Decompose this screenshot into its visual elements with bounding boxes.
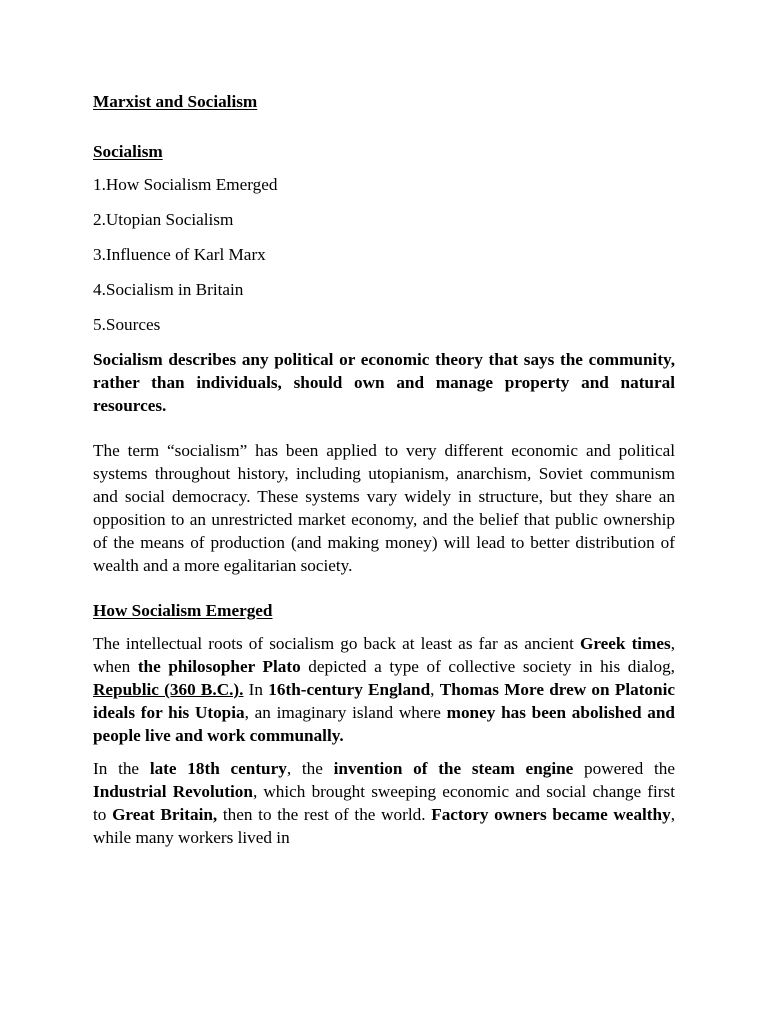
bold-run: Factory owners became wealthy bbox=[431, 805, 671, 824]
text-run: then to the rest of the world. bbox=[217, 805, 432, 824]
toc-item: 4.Socialism in Britain bbox=[93, 280, 244, 299]
text-run: , an imaginary island where bbox=[244, 703, 447, 722]
toc-item: 3.Influence of Karl Marx bbox=[93, 245, 266, 264]
bold-run: 16th-century England bbox=[268, 680, 431, 699]
body-paragraph bbox=[93, 757, 675, 849]
lead-paragraph: Socialism describes any political or economic theory that says the community, rather than individuals, should own and manage property and natural resources. bbox=[93, 350, 675, 415]
document-page bbox=[93, 90, 675, 859]
text-run: powered the bbox=[573, 759, 675, 778]
text-run: , which brought sweeping economic and social change first to bbox=[93, 782, 675, 824]
body-paragraph bbox=[93, 632, 675, 747]
bold-run: invention of the steam engine bbox=[333, 759, 574, 778]
toc-heading: Socialism bbox=[93, 142, 163, 161]
document-title: Marxist and Socialism bbox=[93, 92, 258, 111]
section-heading: How Socialism Emerged bbox=[93, 601, 273, 620]
bold-run: Thomas More drew on Platonic ideals for his Utopia bbox=[93, 680, 675, 722]
text-run: , while many workers lived in bbox=[93, 805, 675, 847]
text-run: , when bbox=[93, 634, 675, 676]
text-run: In bbox=[243, 680, 269, 699]
text-run: depicted a type of collective society in his dialog, bbox=[300, 657, 675, 676]
bold-run: Industrial Revolution bbox=[93, 782, 253, 801]
bold-run: money has been abolished and people live and work communally. bbox=[93, 703, 675, 745]
bold-run: late 18th century bbox=[149, 759, 287, 778]
intro-paragraph: The term “socialism” has been applied to very different economic and political systems throughout history, including utopianism, anarchism, Soviet communism and social democracy. These systems vary widely in structure, but they share an opposition to an unrestricted market economy, and the belief that public ownership of the means of production (and making money) will lead to better distribution of wealth and a more egalitarian society. bbox=[93, 441, 675, 575]
bold-run: the philosopher Plato bbox=[137, 657, 301, 676]
toc-item: 1.How Socialism Emerged bbox=[93, 175, 278, 194]
bold-run: Greek times bbox=[579, 634, 671, 653]
text-run: The intellectual roots of socialism go back at least as far as ancient bbox=[93, 634, 580, 653]
bold-run: Great Britain, bbox=[112, 805, 218, 824]
bold-underlined-run: Republic (360 B.C.). bbox=[93, 680, 244, 699]
text-run: , bbox=[430, 680, 440, 699]
toc-item: 5.Sources bbox=[93, 315, 161, 334]
text-run: , the bbox=[286, 759, 334, 778]
toc-item: 2.Utopian Socialism bbox=[93, 210, 234, 229]
text-run: In the bbox=[93, 759, 150, 778]
